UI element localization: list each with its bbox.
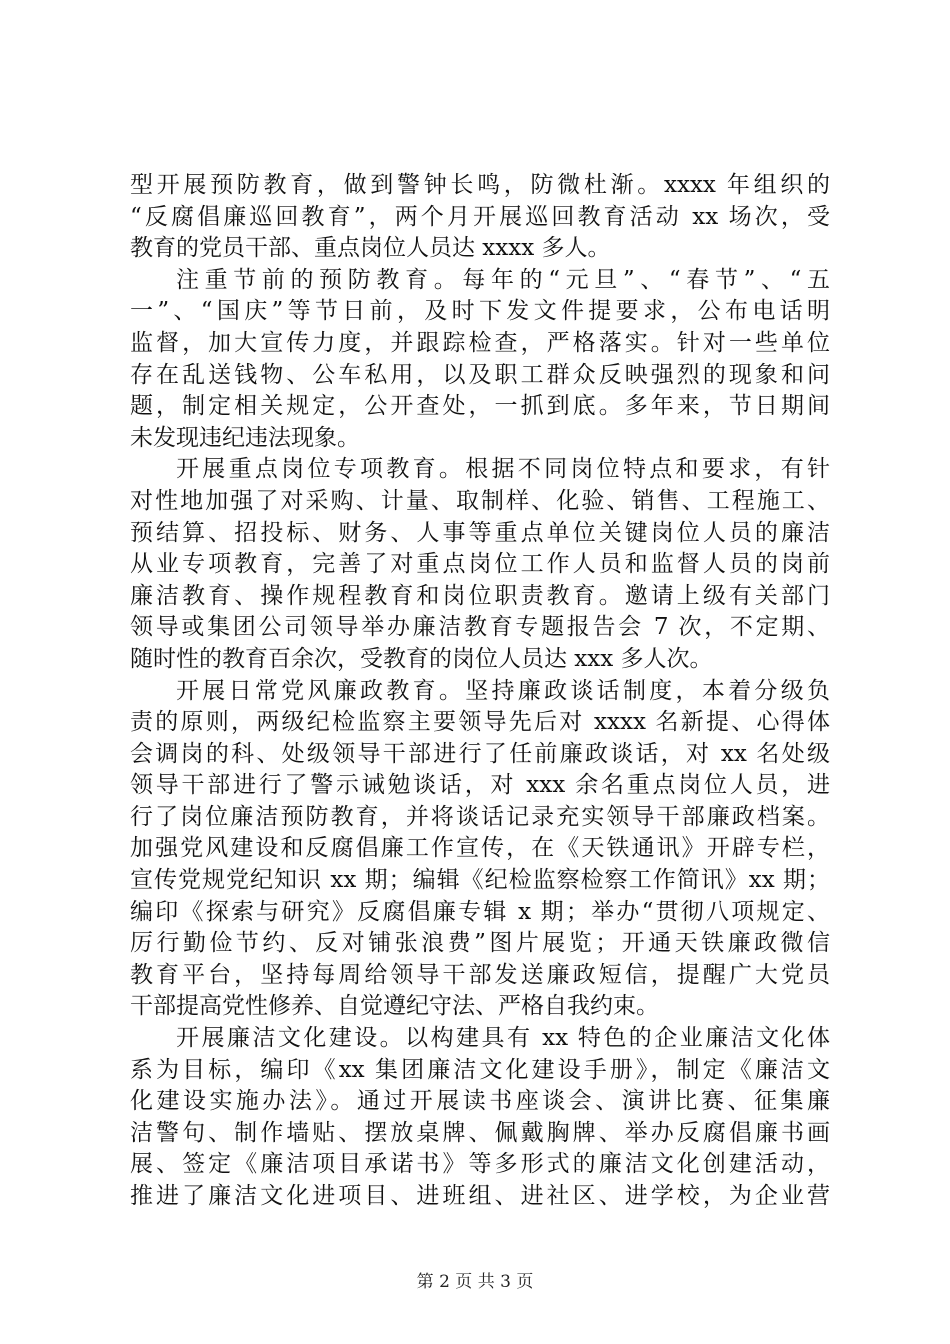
text-line: 洁警句、制作墙贴、摆放桌牌、佩戴胸牌、举办反腐倡廉书画 (130, 1119, 830, 1146)
text-line: 化建设实施办法》。通过开展读书座谈会、演讲比赛、征集廉 (130, 1088, 830, 1115)
text-line: 廉洁教育、操作规程教育和岗位职责教育。邀请上级有关部门 (130, 582, 830, 609)
text-line: 对性地加强了对采购、计量、取制样、化验、销售、工程施工、 (130, 487, 830, 514)
text-line: 随时性的教育百余次，受教育的岗位人员达 xxx 多人次。 (130, 645, 713, 672)
text-line: 加强党风建设和反腐倡廉工作宣传，在《天铁通讯》开辟专栏， (130, 835, 830, 862)
text-line: 题，制定相关规定，公开查处，一抓到底。多年来，节日期间 (130, 393, 830, 420)
paragraph-first-line: 开展重点岗位专项教育。根据不同岗位特点和要求，有针 (176, 456, 830, 483)
text-line: 领导或集团公司领导举办廉洁教育专题报告会 7 次，不定期、 (130, 614, 830, 641)
text-line: 型开展预防教育，做到警钟长鸣，防微杜渐。xxxx 年组织的 (130, 172, 830, 198)
text-line: 未发现违纪违法现象。 (130, 424, 360, 451)
text-line: 推进了廉洁文化进项目、进班组、进社区、进学校，为企业营 (130, 1183, 830, 1209)
text-line: 领导干部进行了警示诫勉谈话，对 xxx 余名重点岗位人员，进 (130, 772, 830, 799)
paragraph-first-line: 开展廉洁文化建设。以构建具有 xx 特色的企业廉洁文化体 (176, 1025, 830, 1052)
text-line: 系为目标，编印《xx 集团廉洁文化建设手册》，制定《廉洁文 (130, 1056, 830, 1083)
paragraph-first-line: 注重节前的预防教育。每年的“元旦”、“春节”、“五 (176, 266, 830, 293)
text-line: 存在乱送钱物、公车私用，以及职工群众反映强烈的现象和问 (130, 361, 830, 388)
paragraph-first-line: 开展日常党风廉政教育。坚持廉政谈话制度，本着分级负 (176, 677, 830, 704)
text-line: 教育平台，坚持每周给领导干部发送廉政短信，提醒广大党员 (130, 961, 830, 988)
text-line: 会调岗的科、处级领导干部进行了任前廉政谈话，对 xx 名处级 (130, 740, 830, 767)
text-line: 预结算、招投标、财务、人事等重点单位关键岗位人员的廉洁 (130, 519, 830, 546)
text-line: 从业专项教育，完善了对重点岗位工作人员和监督人员的岗前 (130, 551, 830, 578)
text-line: 教育的党员干部、重点岗位人员达 xxxx 多人。 (130, 235, 611, 262)
text-line: 厉行勤俭节约、反对铺张浪费”图片展览；开通天铁廉政微信 (130, 930, 830, 957)
text-line: 编印《探索与研究》反腐倡廉专辑 x 期；举办“贯彻八项规定、 (130, 898, 830, 925)
text-line: 干部提高党性修养、自觉遵纪守法、严格自我约束。 (130, 993, 659, 1020)
text-line: 宣传党规党纪知识 xx 期；编辑《纪检监察检察工作简讯》xx 期； (130, 867, 830, 894)
text-line: 行了岗位廉洁预防教育，并将谈话记录充实领导干部廉政档案。 (130, 803, 830, 830)
page-footer: 第 2 页 共 3 页 (416, 1272, 534, 1292)
document-body (130, 170, 830, 1213)
text-line: 监督，加大宣传力度，并跟踪检查，严格落实。针对一些单位 (130, 329, 830, 356)
text-line: 责的原则，两级纪检监察主要领导先后对 xxxx 名新提、心得体 (130, 709, 830, 736)
text-line: 展、签定《廉洁项目承诺书》等多形式的廉洁文化创建活动， (130, 1151, 830, 1178)
text-line: “反腐倡廉巡回教育”，两个月开展巡回教育活动 xx 场次，受 (130, 203, 830, 230)
text-line: 一”、“国庆”等节日前，及时下发文件提要求，公布电话明 (130, 298, 830, 325)
